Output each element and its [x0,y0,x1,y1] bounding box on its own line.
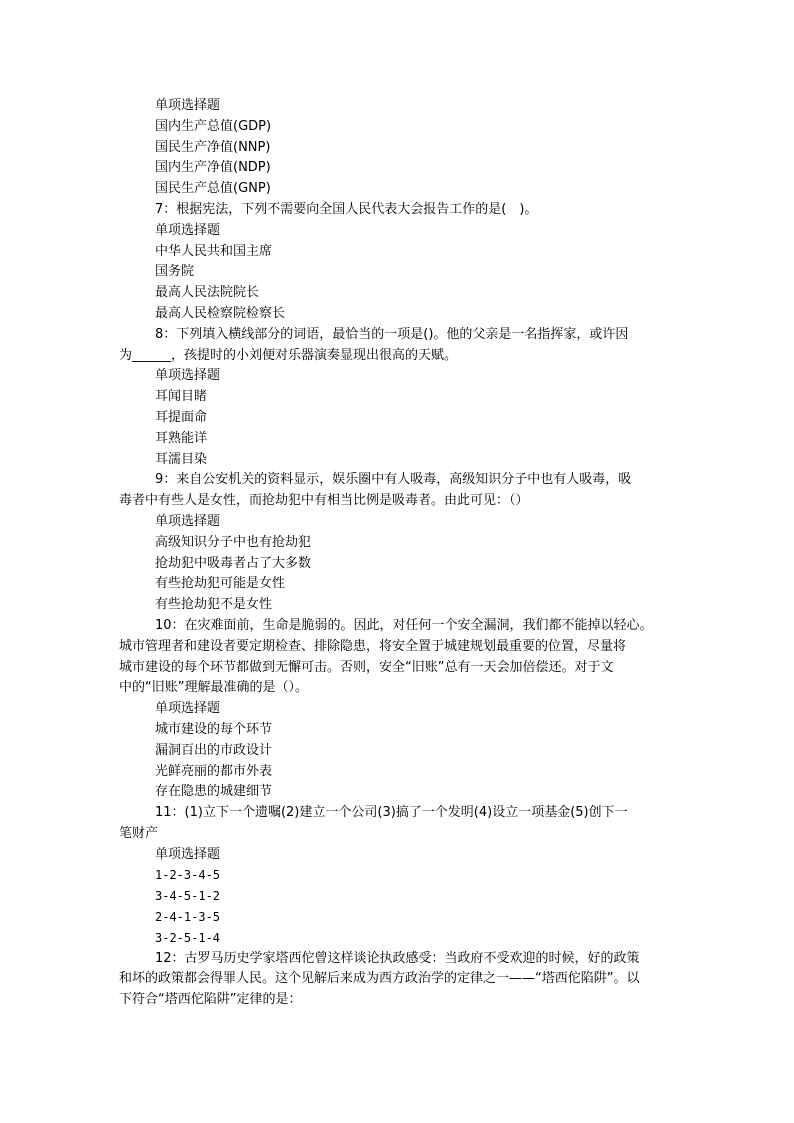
option: 国民生产总值(GNP) [155,181,271,197]
option: 城市建设的每个环节 [155,721,273,737]
question-stem-continued: 城市建设的每个环节都做到无懈可击。否则，安全“旧账”总有一天会加倍偿还。对于文 [119,659,614,675]
option: 有些抢劫犯不是女性 [155,597,273,613]
question-stem: 7：根据宪法，下列不需要向全国人民代表大会报告工作的是( )。 [155,201,538,217]
question-stem: 10：在灾难面前，生命是脆弱的。因此，对任何一个安全漏洞，我们都不能掉以轻心。 [155,617,653,633]
question-stem-continued: 笔财产 [119,825,159,841]
option: 存在隐患的城建细节 [155,784,273,800]
option: 最高人民法院院长 [155,285,260,301]
option: 中华人民共和国主席 [155,243,273,259]
option: 2-4-1-3-5 [155,910,221,925]
option: 国务院 [155,264,195,280]
option: 国民生产净值(NNP) [155,139,271,155]
question-stem-continued: 下符合“塔西佗陷阱”定律的是： [119,992,302,1008]
document-content [119,96,679,1011]
option: 光鲜亮丽的都市外表 [155,763,273,779]
question-stem-continued: 城市管理者和建设者要定期检查、排除隐患，将安全置于城建规划最重要的位置，尽量将 [119,638,627,654]
question-type: 单项选择题 [155,846,221,862]
question-type: 单项选择题 [155,701,221,717]
question-stem-continued: 为______，孩提时的小刘便对乐器演奏显现出很高的天赋。 [119,347,458,363]
option: 3-4-5-1-2 [155,889,221,904]
option: 抢劫犯中吸毒者占了大多数 [155,555,312,571]
question-type: 单项选择题 [155,98,221,113]
option: 耳熟能详 [155,430,208,446]
question-stem: 8：下列填入横线部分的词语，最恰当的一项是()。他的父亲是一名指挥家，或许因 [155,326,629,342]
question-type: 单项选择题 [155,513,221,529]
option: 耳提面命 [155,409,208,425]
question-stem: 12：古罗马历史学家塔西佗曾这样谈论执政感受：当政府不受欢迎的时候，好的政策 [155,950,640,966]
option: 高级知识分子中也有抢劫犯 [155,534,312,550]
option: 国内生产净值(NDP) [155,160,271,176]
question-type: 单项选择题 [155,222,221,238]
question-stem-continued: 和坏的政策都会得罪人民。这个见解后来成为西方政治学的定律之一——“塔西佗陷阱”。以 [119,971,640,987]
option: 最高人民检察院检察长 [155,305,286,321]
option: 耳闻目睹 [155,389,208,405]
question-stem-continued: 中的“旧账”理解最准确的是（）。 [119,680,308,696]
question-stem: 9：来自公安机关的资料显示，娱乐圈中有人吸毒，高级知识分子中也有人吸毒，吸 [155,472,632,488]
option: 国内生产总值(GDP) [155,118,272,134]
question-stem-continued: 毒者中有些人是女性，而抢劫犯中有相当比例是吸毒者。由此可见：（） [119,493,529,509]
question-type: 单项选择题 [155,368,221,384]
option: 耳濡目染 [155,451,208,467]
option: 漏洞百出的市政设计 [155,742,273,758]
option: 3-2-5-1-4 [155,930,221,945]
option: 1-2-3-4-5 [155,868,221,883]
option: 有些抢劫犯可能是女性 [155,576,286,592]
question-stem: 11：(1)立下一个遗嘱(2)建立一个公司(3)搞了一个发明(4)设立一项基金(5)创下一 [155,805,628,821]
